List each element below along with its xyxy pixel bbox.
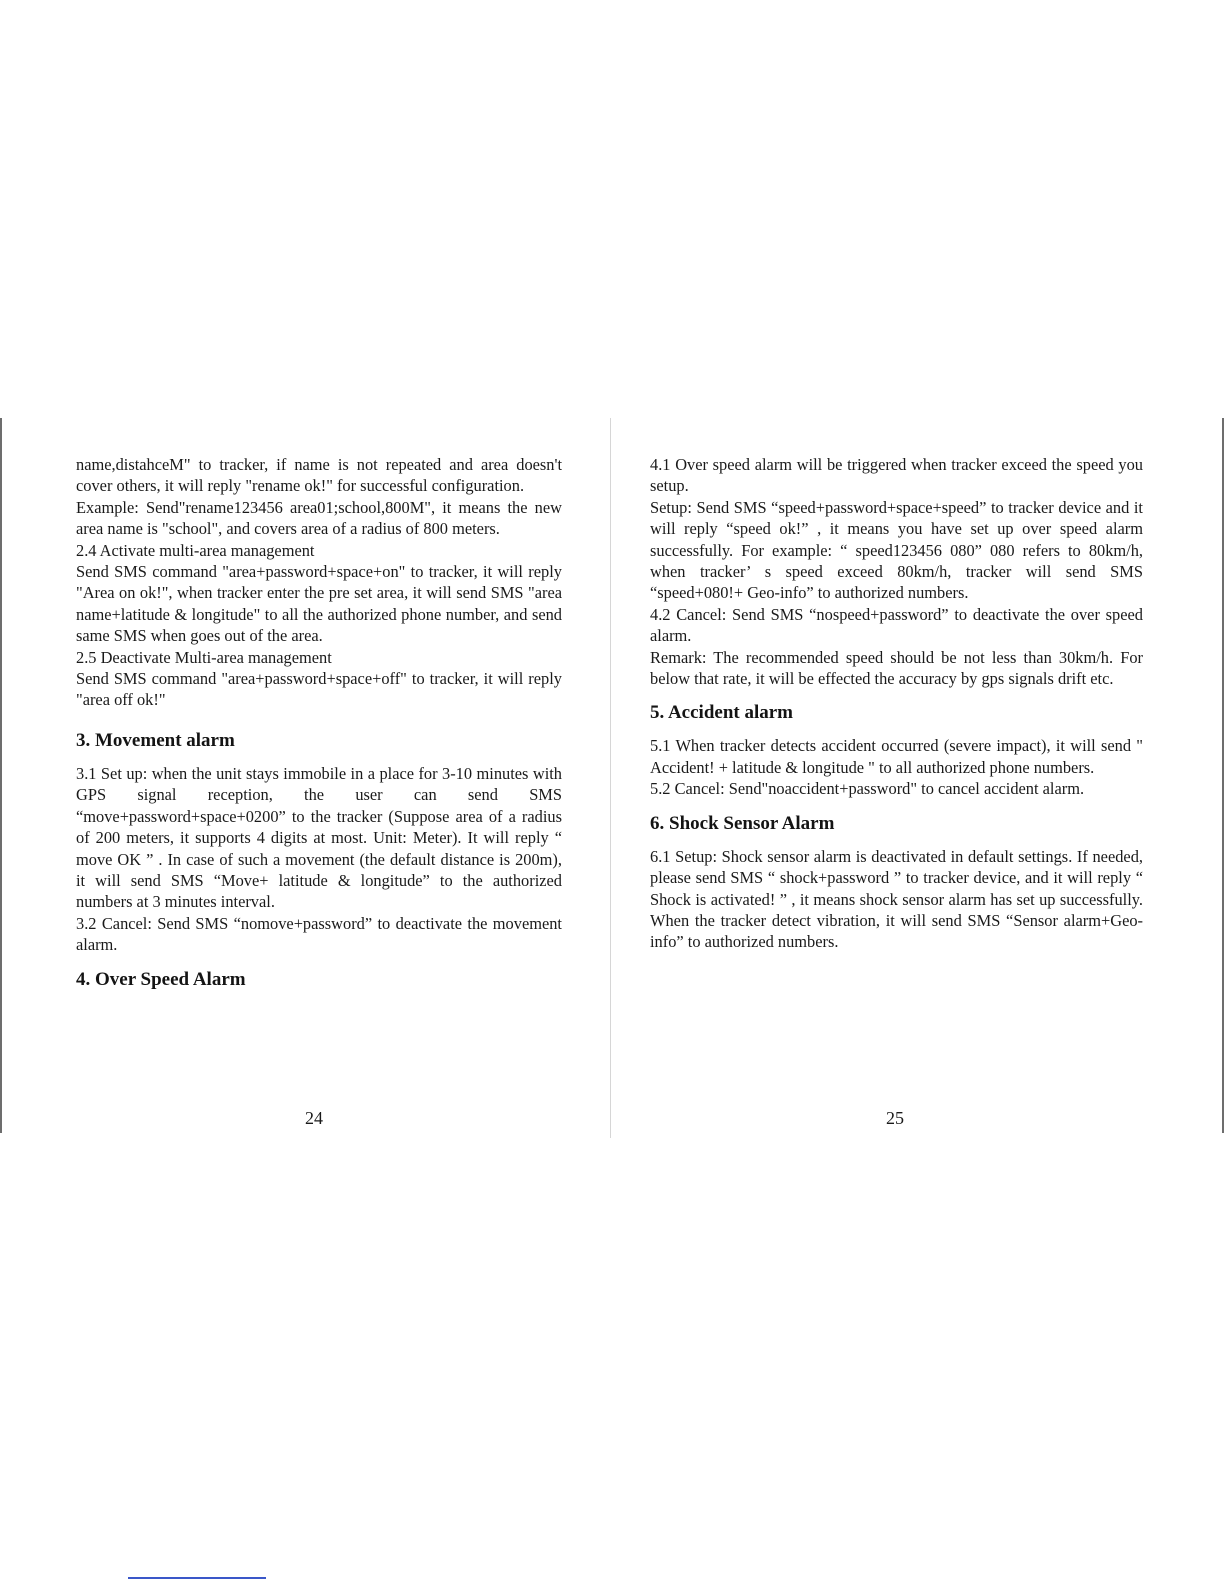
- paragraph: 3.1 Set up: when the unit stays immobile in a place for 3-10 minutes with GPS signal reception, the user can send SMS “move+password+space+0200” to the tracker (Suppose area of a radius of 200 meters, it supports 4 digits at most. Unit: Meter). It will reply “ move OK ” . In case of such a movement (the default distance is 200m), it will send SMS “Move+ latitude & longitude” to the authorized numbers at 3 minutes interval.: [76, 763, 562, 912]
- paragraph: 6.1 Setup: Shock sensor alarm is deactivated in default settings. If needed, please send SMS “ shock+password ” to tracker device, and it will reply “ Shock is activated! ” , it means shock sensor alarm has set up successfully. When the tracker detect vibration, it will send SMS “Sensor alarm+Geo-info” to authorized numbers.: [650, 846, 1143, 952]
- page-number-left: 24: [305, 1108, 323, 1128]
- paragraph: Remark: The recommended speed should be not less than 30km/h. For below that rate, it will be effected the accuracy by gps signals drift etc.: [650, 647, 1143, 689]
- manual-spread: [0, 418, 1225, 1138]
- paragraph: 4.2 Cancel: Send SMS “nospeed+password” to deactivate the over speed alarm.: [650, 604, 1143, 646]
- paragraph: Setup: Send SMS “speed+password+space+speed” to tracker device and it will reply “speed ok!” , it means you have set up over speed alarm successfully. For example: “ speed123456 080” 080 refers to 80km/h, when tracker’ s speed exceed 80km/h, tracker will send SMS “speed+080!+ Geo-info” to authorized numbers.: [650, 497, 1143, 603]
- paragraph: 5.1 When tracker detects accident occurred (severe impact), it will send " Accident! + latitude & longitude " to all authorized phone numbers.: [650, 736, 1143, 777]
- section-heading-movement-alarm: 3. Movement alarm: [76, 729, 235, 751]
- paragraph: Send SMS command "area+password+space+off" to tracker, it will reply "area off ok!": [76, 669, 562, 710]
- right-page: [650, 454, 1143, 953]
- section-heading-shock-sensor-alarm: 6. Shock Sensor Alarm: [650, 812, 835, 834]
- paragraph: 2.5 Deactivate Multi-area management: [76, 647, 332, 667]
- left-page-edge: [0, 418, 2, 1133]
- paragraph: name,distahceM" to tracker, if name is not repeated and area doesn't cover others, it will reply "rename ok!" for successful configuration.: [76, 455, 562, 496]
- section-heading-over-speed-alarm: 4. Over Speed Alarm: [76, 968, 246, 990]
- paragraph: 3.2 Cancel: Send SMS “nomove+password” to deactivate the movement alarm.: [76, 913, 562, 955]
- paragraph: 2.4 Activate multi-area management: [76, 540, 315, 560]
- page-number-right: 25: [886, 1108, 904, 1128]
- paragraph: Example: Send"rename123456 area01;school,800M", it means the new area name is "school", and covers area of a radius of 800 meters.: [76, 497, 562, 539]
- section-heading-accident-alarm: 5. Accident alarm: [650, 702, 794, 724]
- paragraph: Send SMS command "area+password+space+on" to tracker, it will reply "Area on ok!", when tracker enter the pre set area, it will send SMS "area name+latitude & longitude" to all the authorized phone number, and send same SMS when goes out of the area.: [76, 562, 562, 646]
- left-page: [76, 454, 562, 992]
- paragraph: 5.2 Cancel: Send"noaccident+password" to cancel accident alarm.: [650, 779, 1085, 799]
- paragraph: 4.1 Over speed alarm will be triggered when tracker exceed the speed you setup.: [650, 455, 1143, 496]
- scan-artifact-line: [128, 1577, 266, 1579]
- right-page-edge: [1222, 418, 1224, 1133]
- page-gutter: [610, 418, 611, 1138]
